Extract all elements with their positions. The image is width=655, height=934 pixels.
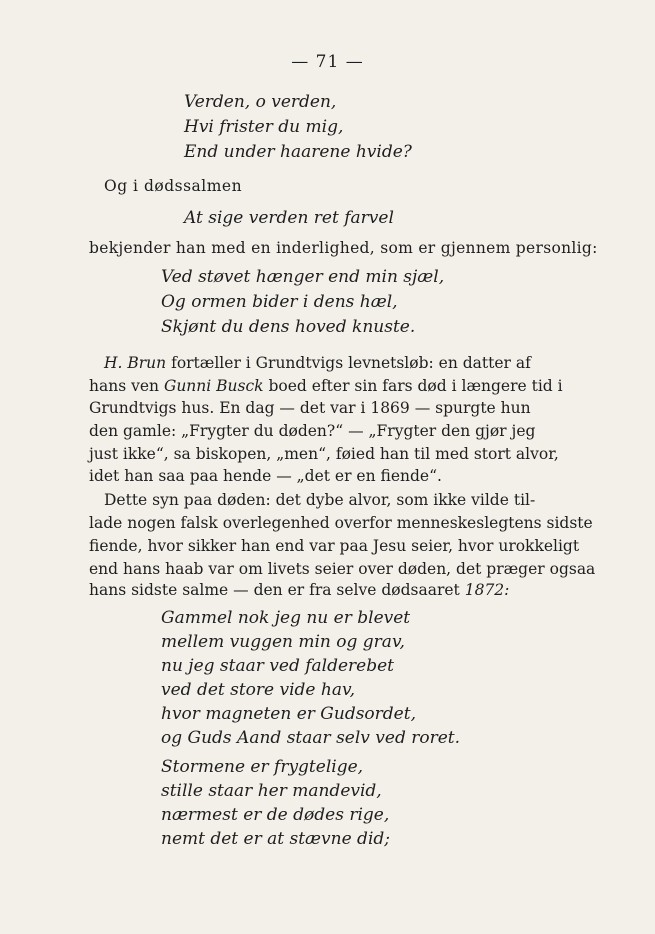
stanza1-line-1: Verden, o verden,	[184, 92, 337, 112]
stanza4-line-2: stille staar her mandevid,	[161, 781, 382, 801]
stanza3-line-4: ved det store vide hav,	[161, 680, 355, 700]
year: 1872:	[464, 581, 510, 599]
para2-line-5: hans sidste salme — den er fra selve dødsaaret 1872:	[89, 581, 510, 599]
para2-line-3: fiende, hvor sikker han end var paa Jesu seier, hvor urokkeligt	[89, 537, 580, 555]
intro-line-1: Og i dødssalmen	[104, 177, 243, 195]
para1-line-1: H. Brun fortæller i Grundtvigs levnetsløb: en datter af	[104, 354, 531, 372]
stanza1-line-3: End under haarene hvide?	[184, 142, 412, 162]
stanza4-line-1: Stormene er frygtelige,	[161, 757, 364, 777]
quote-line: At sige verden ret farvel	[184, 208, 394, 228]
stanza1-line-2: Hvi frister du mig,	[184, 117, 344, 137]
stanza3-line-1: Gammel nok jeg nu er blevet	[161, 608, 411, 628]
page-number: — 71 —	[291, 52, 364, 72]
para1-line-6: idet han saa paa hende — „det er en fiende“.	[89, 467, 442, 485]
para1-line-4: den gamle: „Frygter du døden?“ — „Frygter den gjør jeg	[89, 422, 536, 440]
stanza3-line-6: og Guds Aand staar selv ved roret.	[161, 728, 461, 748]
stanza4-line-4: nemt det er at stævne did;	[161, 829, 390, 849]
para1-line-3: Grundtvigs hus. En dag — det var i 1869 — spurgte hun	[89, 399, 531, 417]
stanza2-line-2: Og ormen bider i dens hæl,	[161, 292, 398, 312]
para2-line-1: Dette syn paa døden: det dybe alvor, som ikke vilde til-	[104, 491, 536, 509]
stanza4-line-3: nærmest er de dødes rige,	[161, 805, 390, 825]
stanza2-line-3: Skjønt du dens hoved knuste.	[161, 317, 416, 337]
stanza3-line-3: nu jeg staar ved falderebet	[161, 656, 394, 676]
para1-line-2: hans ven Gunni Busck boed efter sin fars død i længere tid i	[89, 377, 563, 395]
para2-line-4: end hans haab var om livets seier over døden, det præger ogsaa	[89, 560, 596, 578]
person-name: Gunni Busck	[163, 377, 264, 395]
stanza3-line-5: hvor magneten er Gudsordet,	[161, 704, 416, 724]
author-name: H. Brun	[104, 354, 167, 372]
stanza3-line-2: mellem vuggen min og grav,	[161, 632, 405, 652]
stanza2-line-1: Ved støvet hænger end min sjæl,	[161, 267, 445, 287]
para1-line-5: just ikke“, sa biskopen, „men“, føied han til med stort alvor,	[89, 445, 559, 463]
para2-line-2: lade nogen falsk overlegenhed overfor menneskeslegtens sidste	[89, 514, 593, 532]
intro-line-2: bekjender han med en inderlighed, som er gjennem personlig:	[89, 239, 598, 257]
